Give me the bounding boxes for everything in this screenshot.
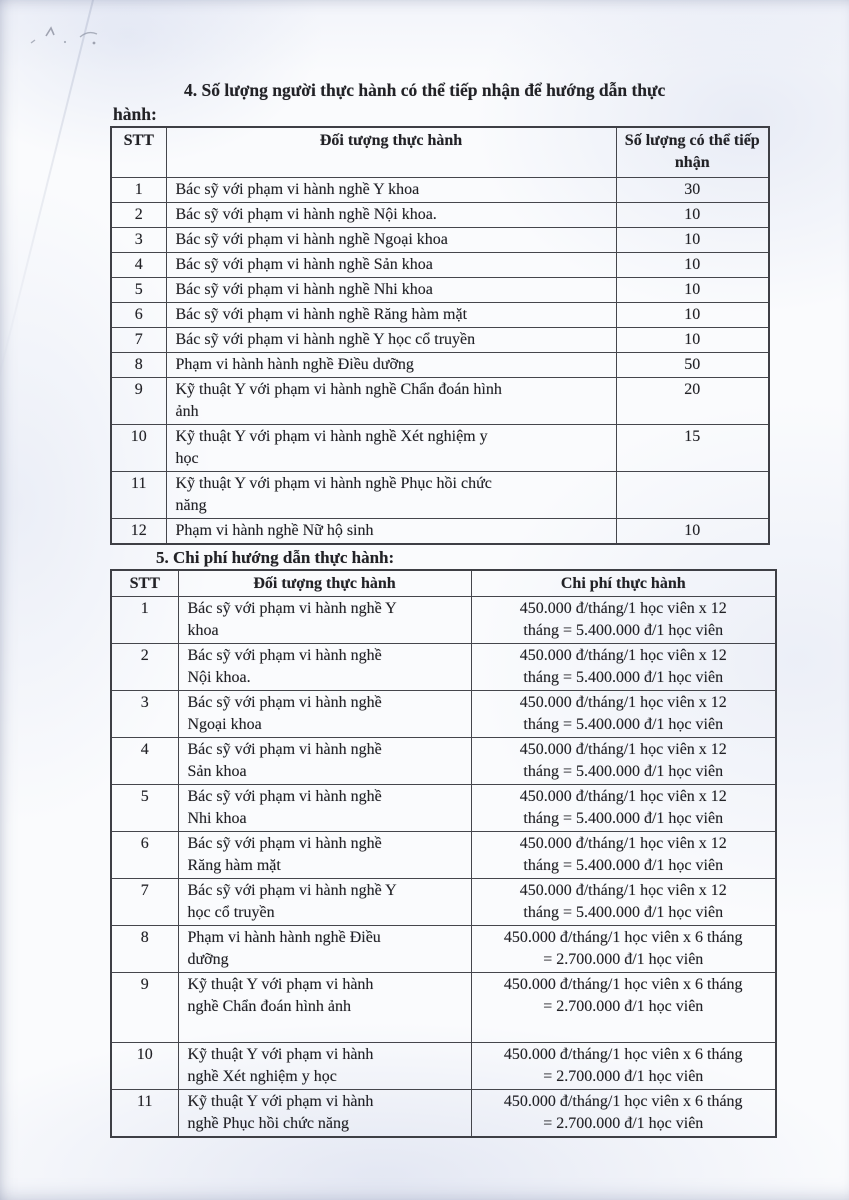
quantity-cell: 10 [616,277,769,302]
cost-table [110,569,777,1138]
quantity-cell: 10 [616,252,769,277]
stt-header: STT [111,127,166,177]
subject-cell: Bác sỹ với phạm vi hành nghề Sản khoa [178,737,471,784]
subject-cell: Bác sỹ với phạm vi hành nghề Sản khoa [166,252,616,277]
subject-cell: Bác sỹ với phạm vi hành nghề Y khoa [166,177,616,202]
table-row [111,690,776,737]
cost-cell: 450.000 đ/tháng/1 học viên x 6 tháng = 2.700.000 đ/1 học viên [471,1042,776,1089]
cost-cell: 450.000 đ/tháng/1 học viên x 12 tháng = 5.400.000 đ/1 học viên [471,596,776,643]
pencil-marks [22,12,112,54]
stt-cell: 3 [111,227,166,252]
stt-cell: 11 [111,471,166,518]
table-row [111,377,769,424]
cost-cell: 450.000 đ/tháng/1 học viên x 12 tháng = 5.400.000 đ/1 học viên [471,831,776,878]
section-5-title: 5. Chi phí hướng dẫn thực hành: [156,547,395,567]
subject-cell: Kỹ thuật Y với phạm vi hành nghề Chẩn đoán hình ảnh [166,377,616,424]
stt-cell: 1 [111,177,166,202]
stt-cell: 4 [111,737,178,784]
subject-header: Đối tượng thực hành [166,127,616,177]
table-row [111,471,769,518]
quantity-cell [616,471,769,518]
subject-cell: Bác sỹ với phạm vi hành nghề Răng hàm mặt [166,302,616,327]
scan-crease [0,0,100,393]
subject-cell: Kỹ thuật Y với phạm vi hành nghề Chẩn đoán hình ảnh [178,972,471,1042]
subject-cell: Bác sỹ với phạm vi hành nghề Răng hàm mặt [178,831,471,878]
subject-cell: Bác sỹ với phạm vi hành nghề Nhi khoa [166,277,616,302]
stt-cell: 7 [111,878,178,925]
table-row [111,518,769,544]
table-row [111,596,776,643]
section-4-title-line2: hành: [113,104,157,124]
table-row [111,177,769,202]
stt-cell: 9 [111,377,166,424]
quantity-cell: 10 [616,302,769,327]
stt-cell: 7 [111,327,166,352]
table-header-row [111,570,776,597]
stt-header: STT [111,570,178,597]
cost-cell: 450.000 đ/tháng/1 học viên x 6 tháng = 2.700.000 đ/1 học viên [471,1089,776,1137]
table-row [111,925,776,972]
subject-cell: Phạm vi hành nghề Nữ hộ sinh [166,518,616,544]
stt-cell: 6 [111,831,178,878]
cost-cell: 450.000 đ/tháng/1 học viên x 12 tháng = 5.400.000 đ/1 học viên [471,643,776,690]
stt-cell: 10 [111,424,166,471]
cost-cell: 450.000 đ/tháng/1 học viên x 6 tháng = 2.700.000 đ/1 học viên [471,925,776,972]
cost-header: Chi phí thực hành [471,570,776,597]
stt-cell: 9 [111,972,178,1042]
subject-cell: Bác sỹ với phạm vi hành nghề Nội khoa. [178,643,471,690]
table-row [111,227,769,252]
subject-cell: Phạm vi hành hành nghề Điều dưỡng [166,352,616,377]
quantity-cell: 10 [616,202,769,227]
subject-cell: Bác sỹ với phạm vi hành nghề Y học cổ truyền [166,327,616,352]
table-row [111,1089,776,1137]
table-row [111,277,769,302]
stt-cell: 3 [111,690,178,737]
quantity-cell: 15 [616,424,769,471]
stt-cell: 4 [111,252,166,277]
table-row [111,252,769,277]
table-row [111,972,776,1042]
capacity-table [110,126,770,545]
stt-cell: 10 [111,1042,178,1089]
table-row [111,202,769,227]
table-row [111,737,776,784]
stt-cell: 8 [111,352,166,377]
quantity-cell: 30 [616,177,769,202]
stt-cell: 6 [111,302,166,327]
stt-cell: 2 [111,202,166,227]
stt-cell: 1 [111,596,178,643]
subject-cell: Bác sỹ với phạm vi hành nghề Nội khoa. [166,202,616,227]
subject-cell: Kỹ thuật Y với phạm vi hành nghề Phục hồi chức năng [178,1089,471,1137]
table-row [111,831,776,878]
quantity-cell: 50 [616,352,769,377]
subject-cell: Kỹ thuật Y với phạm vi hành nghề Phục hồi chức năng [166,471,616,518]
table-row [111,302,769,327]
subject-header: Đối tượng thực hành [178,570,471,597]
table-header-row [111,127,769,177]
table-row [111,784,776,831]
cost-cell: 450.000 đ/tháng/1 học viên x 12 tháng = 5.400.000 đ/1 học viên [471,690,776,737]
quantity-cell: 10 [616,227,769,252]
table-row [111,643,776,690]
subject-cell: Kỹ thuật Y với phạm vi hành nghề Xét nghiệm y học [178,1042,471,1089]
cost-cell: 450.000 đ/tháng/1 học viên x 12 tháng = 5.400.000 đ/1 học viên [471,878,776,925]
cost-cell: 450.000 đ/tháng/1 học viên x 6 tháng = 2.700.000 đ/1 học viên [471,972,776,1042]
section-4-title-line1: 4. Số lượng người thực hành có thể tiếp nhận để hướng dẫn thực [184,80,666,100]
stt-cell: 5 [111,277,166,302]
quantity-cell: 20 [616,377,769,424]
stt-cell: 8 [111,925,178,972]
quantity-cell: 10 [616,518,769,544]
subject-cell: Bác sỹ với phạm vi hành nghề Y khoa [178,596,471,643]
table-row [111,327,769,352]
subject-cell: Bác sỹ với phạm vi hành nghề Ngoại khoa [178,690,471,737]
table-row [111,878,776,925]
table-row [111,1042,776,1089]
stt-cell: 11 [111,1089,178,1137]
table-row [111,424,769,471]
stt-cell: 12 [111,518,166,544]
cost-cell: 450.000 đ/tháng/1 học viên x 12 tháng = 5.400.000 đ/1 học viên [471,737,776,784]
subject-cell: Kỹ thuật Y với phạm vi hành nghề Xét nghiệm y học [166,424,616,471]
subject-cell: Bác sỹ với phạm vi hành nghề Nhi khoa [178,784,471,831]
table-row [111,352,769,377]
quantity-cell: 10 [616,327,769,352]
subject-cell: Phạm vi hành hành nghề Điều dưỡng [178,925,471,972]
quantity-header: Số lượng có thể tiếp nhận [616,127,769,177]
stt-cell: 2 [111,643,178,690]
subject-cell: Bác sỹ với phạm vi hành nghề Ngoại khoa [166,227,616,252]
subject-cell: Bác sỹ với phạm vi hành nghề Y học cổ truyền [178,878,471,925]
stt-cell: 5 [111,784,178,831]
cost-cell: 450.000 đ/tháng/1 học viên x 12 tháng = 5.400.000 đ/1 học viên [471,784,776,831]
